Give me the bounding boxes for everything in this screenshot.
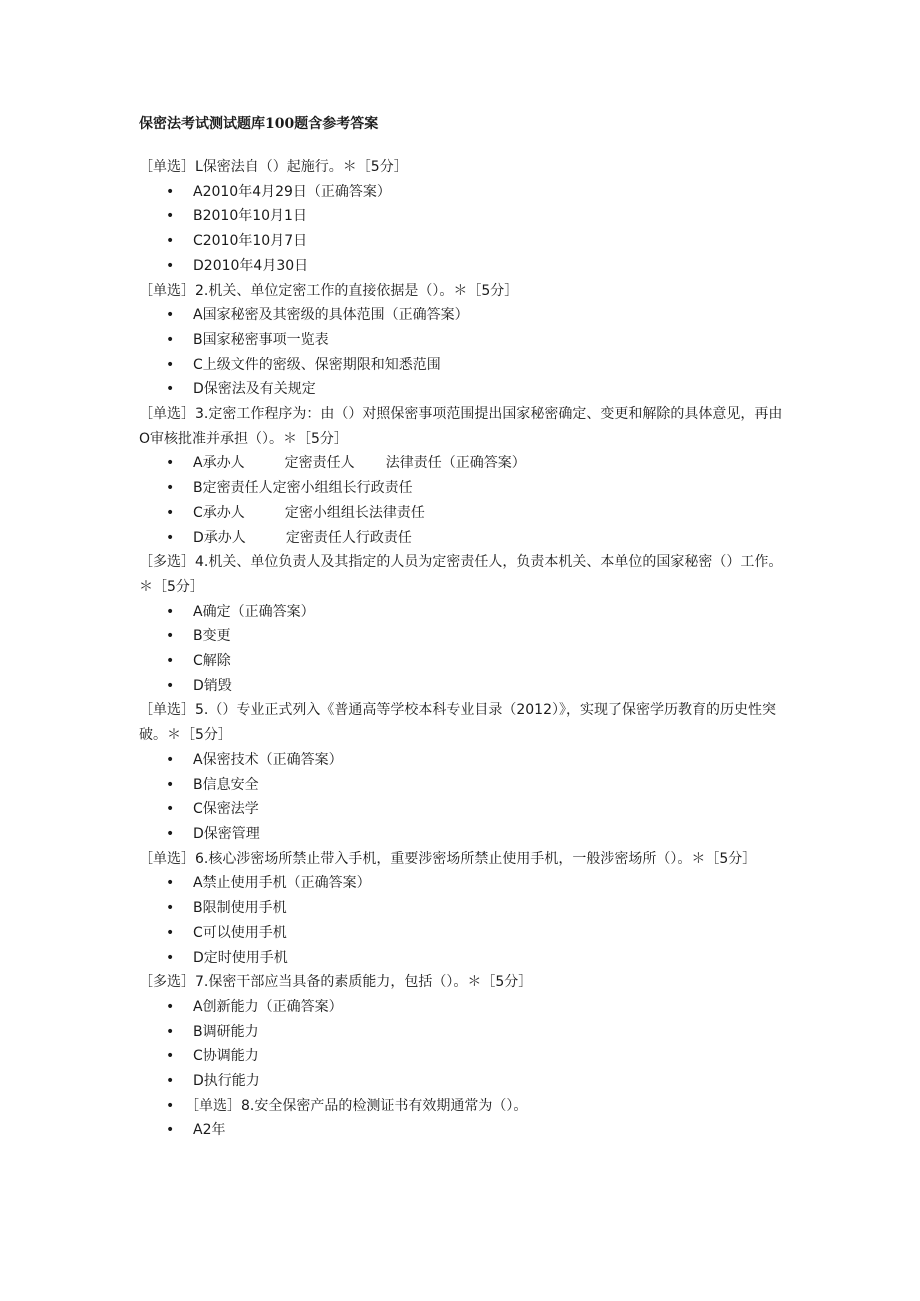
bullet-icon: •: [166, 208, 175, 225]
option-item: • A保密技术（正确答案）: [139, 748, 789, 773]
question-5: ［单选］5.（）专业正式列入《普通高等学校本科专业目录（2012）》，实现了保密学历教育的历史性突破。＊［5分］: [139, 702, 776, 744]
question-6: ［单选］6.核心涉密场所禁止带入手机，重要涉密场所禁止使用手机，一般涉密场所（）。＊［5分］: [139, 850, 757, 867]
bullet-icon: •: [166, 183, 175, 200]
option-item: • A创新能力（正确答案）: [139, 995, 789, 1020]
option-item: • C承办人 定密小组组长法律责任: [139, 501, 789, 526]
bullet-icon: •: [166, 900, 175, 917]
option-item: • D承办人 定密责任人行政责任: [139, 526, 789, 551]
bullet-icon: •: [166, 949, 175, 966]
bullet-icon: •: [166, 480, 175, 497]
bullet-icon: •: [166, 1073, 175, 1090]
option-item: • B变更: [139, 624, 789, 649]
option-item: • D保密管理: [139, 822, 789, 847]
bullet-icon: •: [166, 307, 175, 324]
bullet-icon: •: [166, 875, 175, 892]
question-7: ［多选］7.保密干部应当具备的素质能力，包括（）。＊［5分］: [139, 974, 533, 991]
option-item: • B信息安全: [139, 773, 789, 798]
bullet-icon: •: [166, 356, 175, 373]
option-item: • A承办人 定密责任人 法律责任（正确答案）: [139, 451, 789, 476]
option-item: • A禁止使用手机（正确答案）: [139, 871, 789, 896]
question-1: ［单选］L保密法自（）起施行。＊［5分］: [139, 159, 408, 175]
question-8-item: • ［单选］8.安全保密产品的检测证书有效期通常为（）。: [139, 1094, 789, 1119]
option-item: • B限制使用手机: [139, 896, 789, 921]
bullet-icon: •: [166, 677, 175, 694]
question-6-options: [139, 871, 789, 970]
bullet-icon: •: [166, 825, 175, 842]
question-7-options: [139, 995, 789, 1143]
bullet-icon: •: [166, 1097, 175, 1114]
bullet-icon: •: [166, 1122, 175, 1139]
question-4-options: [139, 600, 789, 699]
option-item: • D销毁: [139, 674, 789, 699]
document-title: 保密法考试测试题库100题含参考答案: [139, 116, 379, 132]
bullet-icon: •: [166, 1023, 175, 1040]
question-4: ［多选］4.机关、单位负责人及其指定的人员为定密责任人，负责本机关、本单位的国家秘密（）工作。＊［5分］: [139, 554, 783, 595]
bullet-icon: •: [166, 653, 175, 670]
option-item: • C解除: [139, 649, 789, 674]
bullet-icon: •: [166, 603, 175, 620]
option-item: • D2010年4月30日: [139, 254, 789, 279]
option-item: • A确定（正确答案）: [139, 600, 789, 625]
bullet-icon: •: [166, 776, 175, 793]
option-item: • C2010年10月7日: [139, 229, 789, 254]
bullet-icon: •: [166, 998, 175, 1015]
question-list: [139, 155, 789, 1143]
bullet-icon: •: [166, 628, 175, 645]
option-item: • D保密法及有关规定: [139, 377, 789, 402]
question-3-options: [139, 451, 789, 550]
option-item: • A2010年4月29日（正确答案）: [139, 180, 789, 205]
option-item: • A国家秘密及其密级的具体范围（正确答案）: [139, 303, 789, 328]
question-1-options: [139, 180, 789, 279]
bullet-icon: •: [166, 381, 175, 398]
question-3: ［单选］3.定密工作程序为：由（）对照保密事项范围提出国家秘密确定、变更和解除的具体意见，再由O审核批准并承担（）。＊［5分］: [139, 406, 783, 447]
option-item: • B定密责任人定密小组组长行政责任: [139, 476, 789, 501]
question-2-options: [139, 303, 789, 402]
bullet-icon: •: [166, 504, 175, 521]
option-item: • C协调能力: [139, 1044, 789, 1069]
bullet-icon: •: [166, 331, 175, 348]
option-item: • A2年: [139, 1118, 789, 1143]
option-item: • B国家秘密事项一览表: [139, 328, 789, 353]
option-item: • C可以使用手机: [139, 921, 789, 946]
option-item: • D执行能力: [139, 1069, 789, 1094]
bullet-icon: •: [166, 1048, 175, 1065]
bullet-icon: •: [166, 924, 175, 941]
bullet-icon: •: [166, 257, 175, 274]
bullet-icon: •: [166, 233, 175, 250]
bullet-icon: •: [166, 455, 175, 472]
option-item: • B调研能力: [139, 1020, 789, 1045]
question-5-options: [139, 748, 789, 847]
option-item: • B2010年10月1日: [139, 204, 789, 229]
option-item: • C上级文件的密级、保密期限和知悉范围: [139, 353, 789, 378]
question-2: ［单选］2.机关、单位定密工作的直接依据是（）。＊［5分］: [139, 282, 519, 299]
option-item: • C保密法学: [139, 797, 789, 822]
bullet-icon: •: [166, 751, 175, 768]
bullet-icon: •: [166, 529, 175, 546]
bullet-icon: •: [166, 801, 175, 818]
option-item: • D定时使用手机: [139, 946, 789, 971]
